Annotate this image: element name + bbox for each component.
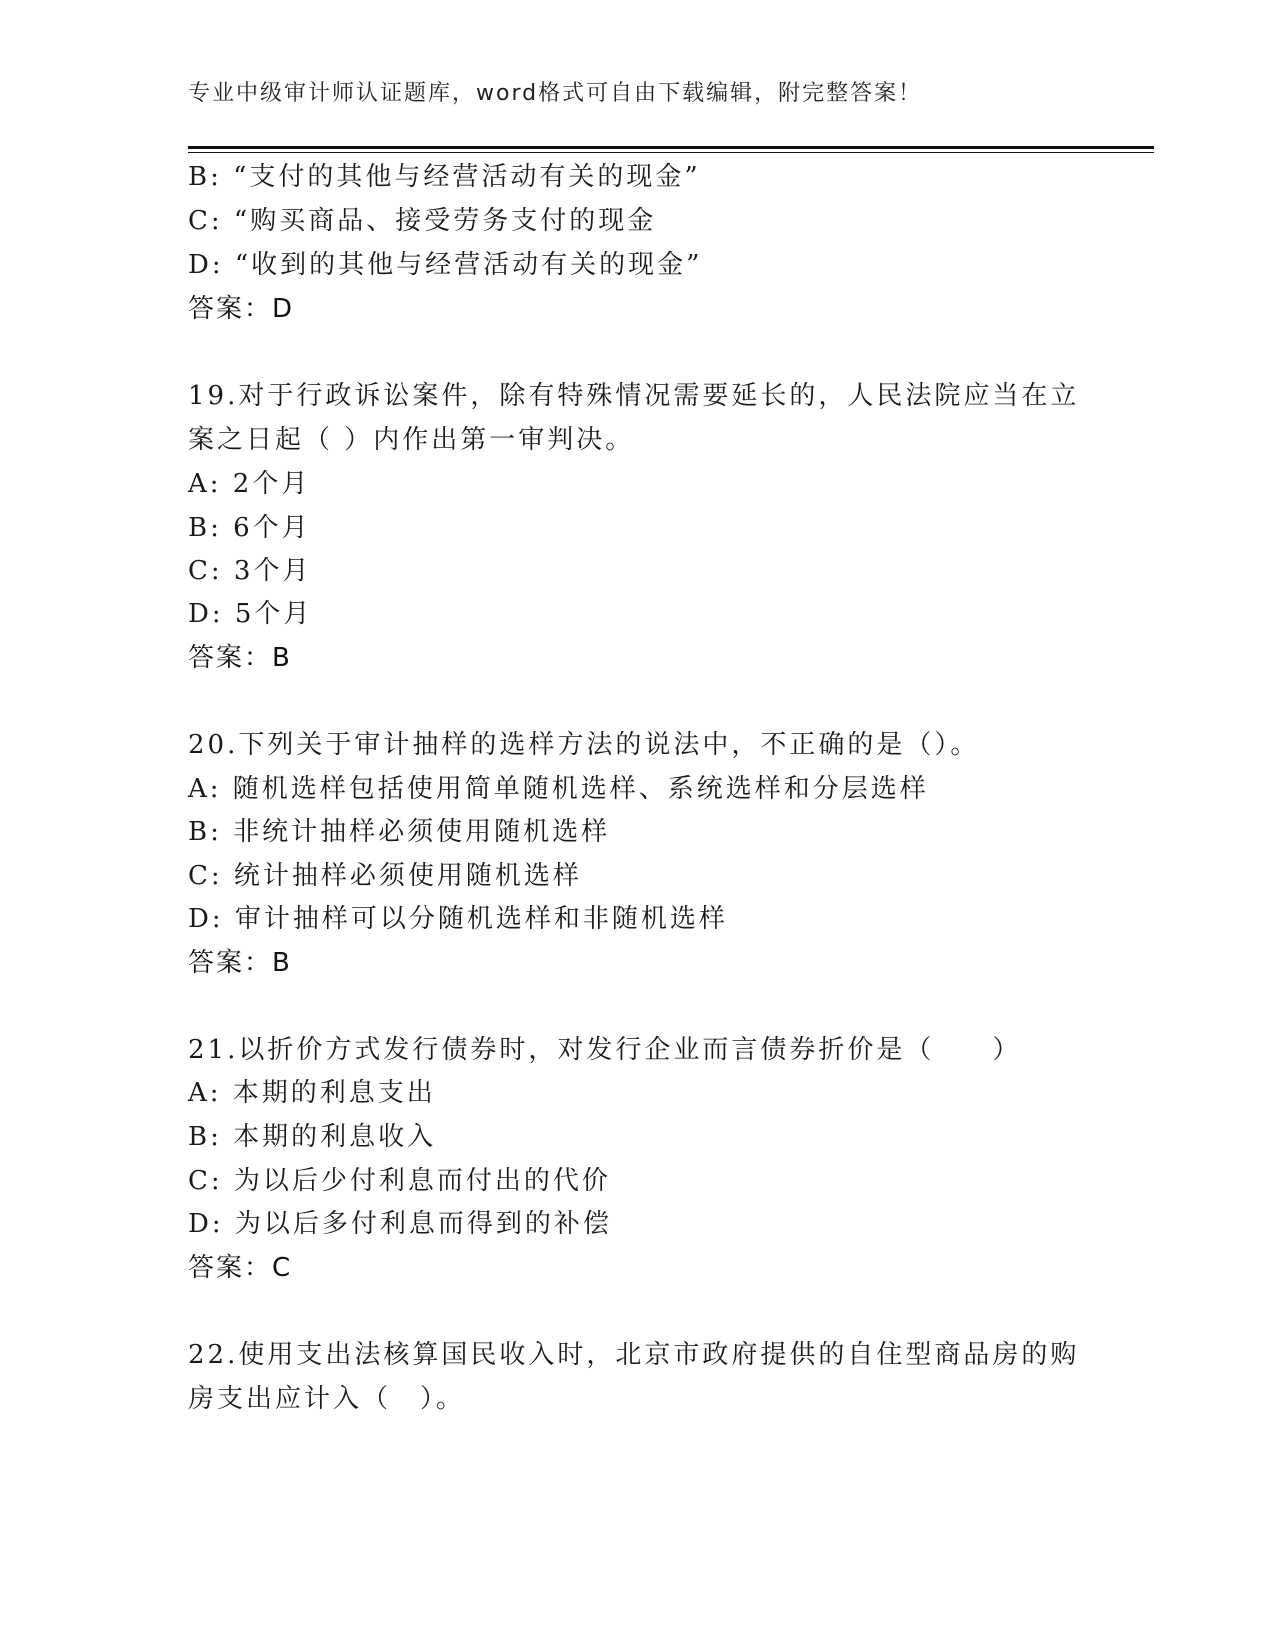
option-c: C: “购买商品、接受劳务支付的现金 [188, 206, 657, 236]
option-d: D: 为以后多付利息而得到的补偿 [188, 1209, 612, 1239]
question-22-line-2: 房支出应计入（ ）。 [188, 1384, 466, 1414]
question-19-line-1: 19.对于行政诉讼案件，除有特殊情况需要延长的，人民法院应当在立 [188, 381, 1080, 411]
option-c: C: 统计抽样必须使用随机选样 [188, 861, 582, 891]
question-21: 21.以折价方式发行债券时，对发行企业而言债券折价是（ ） [188, 1035, 1022, 1065]
option-b: B: 6个月 [188, 513, 311, 543]
page-header: 专业中级审计师认证题库，word格式可自由下载编辑，附完整答案！ [188, 81, 923, 106]
question-22-line-1: 22.使用支出法核算国民收入时，北京市政府提供的自住型商品房的购 [188, 1340, 1080, 1370]
option-b: B: 本期的利息收入 [188, 1122, 437, 1152]
option-a: A: 2个月 [188, 469, 311, 499]
option-a: A: 本期的利息支出 [188, 1078, 436, 1108]
option-a: A: 随机选样包括使用简单随机选样、系统选样和分层选样 [188, 774, 929, 804]
answer-21: 答案：C [188, 1253, 293, 1283]
question-20: 20.下列关于审计抽样的选样方法的说法中，不正确的是（）。 [188, 730, 980, 760]
option-c: C: 3个月 [188, 556, 312, 586]
option-c: C: 为以后少付利息而付出的代价 [188, 1166, 611, 1196]
header-rule-thin [188, 152, 1154, 153]
option-b: B: 非统计抽样必须使用随机选样 [188, 817, 611, 847]
option-d: D: 5个月 [188, 599, 313, 629]
answer-19: 答案：B [188, 643, 292, 673]
option-b: B: “支付的其他与经营活动有关的现金” [188, 162, 701, 192]
header-rule-thick [188, 146, 1154, 149]
answer-18: 答案：D [188, 294, 295, 324]
question-19-line-2: 案之日起（ ）内作出第一审判决。 [188, 425, 635, 455]
option-d: D: 审计抽样可以分随机选样和非随机选样 [188, 904, 728, 934]
answer-20: 答案：B [188, 948, 292, 978]
option-d: D: “收到的其他与经营活动有关的现金” [188, 250, 703, 280]
